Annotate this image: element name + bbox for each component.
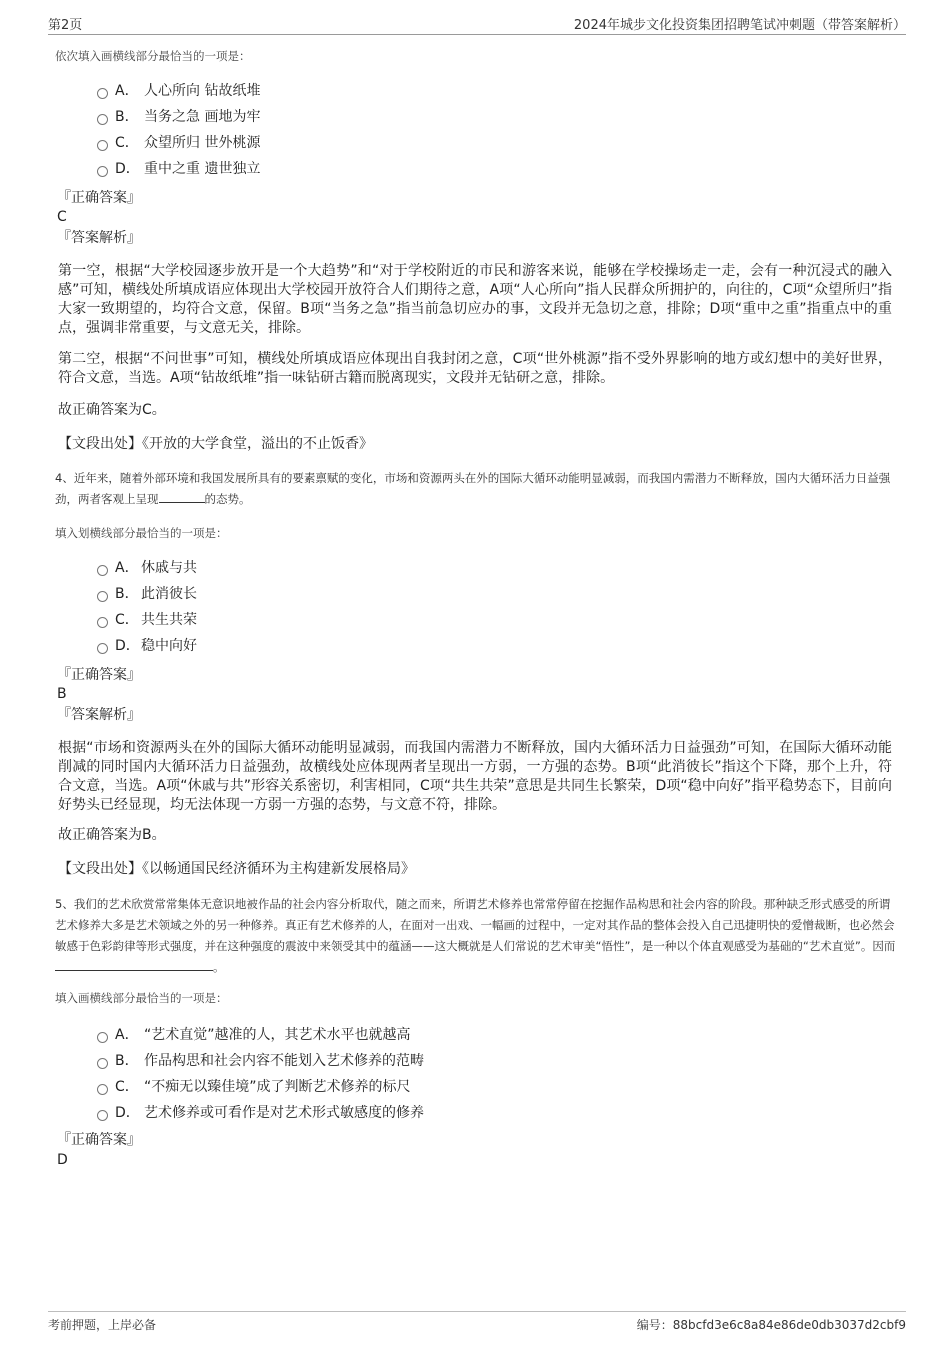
radio-icon[interactable]: [97, 591, 108, 602]
q5-stem: 5、我们的艺术欣赏常常集体无意识地被作品的社会内容分析取代，随之而来，所谓艺术修养也常常停留在挖掘作品构思和社会内容的阶段。那种缺乏形式感受的所谓艺术修养大多是艺术领域之外的另一种修养。真正有艺术修养的人，在面对一出戏、一幅画的过程中，一定对其作品的整体会投入自己迅捷明快的爱憎裁断，也必然会敏感于色彩韵律等形式强度，并在这种强度的震波中来领受其中的蕴涵——这大概就是人们常说的艺术审美“悟性”，是一种以个体直观感受为基础的“艺术直觉”。因而。: [55, 897, 896, 974]
q3-option-d[interactable]: D． 重中之重 遗世独立: [97, 156, 877, 182]
radio-icon[interactable]: [97, 1032, 108, 1043]
q4-option-c[interactable]: C． 共生共荣: [97, 607, 877, 633]
q4-answer-label: 『正确答案』: [57, 667, 141, 683]
q4-option-b[interactable]: B． 此消彼长: [97, 581, 877, 607]
q4-analysis-label: 『答案解析』: [57, 707, 141, 723]
q5-options: [97, 1022, 877, 1126]
q3-analysis-p2: 第二空，根据“不问世事”可知，横线处所填成语应体现出自我封闭之意，C项“世外桃源”指不受外界影响的地方或幻想中的美好世界，符合文意，当选。A项“钻故纸堆”指一味钻研古籍而脱离现实，文段并无钻研之意，排除。: [58, 351, 892, 386]
page-header: [48, 14, 906, 35]
q4-answer: B: [57, 686, 67, 702]
source-title: 《开放的大学食堂，溢出的不止饭香》: [142, 436, 373, 452]
page-number: 第2页: [48, 18, 83, 33]
q3-prompt: 依次填入画横线部分最恰当的一项是：: [55, 49, 251, 63]
q3-options: [97, 78, 877, 182]
radio-icon[interactable]: [97, 1110, 108, 1121]
q3-answer: C: [57, 209, 67, 225]
q5-prompt: 填入画横线部分最恰当的一项是：: [55, 991, 228, 1005]
q5-option-d[interactable]: D． 艺术修养或可看作是对艺术形式敏感度的修养: [97, 1100, 877, 1126]
footer-slogan: 考前押题，上岸必备: [48, 1318, 157, 1332]
q4-source: [58, 860, 892, 879]
radio-icon[interactable]: [97, 88, 108, 99]
q4-stem: 4、近年来，随着外部环境和我国发展所具有的要素禀赋的变化，市场和资源两头在外的国际大循环动能明显减弱，而我国内需潜力不断释放，国内大循环活力日益强劲，两者客观上呈现 的态势。: [55, 471, 891, 506]
q4-option-a[interactable]: A． 休戚与共: [97, 555, 877, 581]
radio-icon[interactable]: [97, 140, 108, 151]
document-title: 2024年城步文化投资集团招聘笔试冲刺题（带答案解析）: [573, 18, 906, 33]
q3-analysis-label: 『答案解析』: [57, 230, 141, 246]
source-label: 【文段出处】: [58, 861, 142, 877]
radio-icon[interactable]: [97, 1058, 108, 1069]
radio-icon[interactable]: [97, 1084, 108, 1095]
source-title: 《以畅通国民经济循环为主构建新发展格局》: [142, 861, 415, 877]
q4-option-d[interactable]: D． 稳中向好: [97, 633, 877, 659]
radio-icon[interactable]: [97, 114, 108, 125]
q3-option-c[interactable]: C． 众望所归 世外桃源: [97, 130, 877, 156]
q4-prompt: 填入划横线部分最恰当的一项是：: [55, 526, 228, 540]
q5-option-c[interactable]: C． “不痴无以臻佳境”成了判断艺术修养的标尺: [97, 1074, 877, 1100]
radio-icon[interactable]: [97, 617, 108, 628]
q4-options: [97, 555, 877, 659]
q3-source: [58, 435, 892, 454]
radio-icon[interactable]: [97, 166, 108, 177]
q5-answer: D: [57, 1152, 68, 1168]
q5-blank: [55, 958, 213, 971]
document-serial: 编号：88bcfd3e6c8a84e86de0db3037d2cbf9: [636, 1318, 906, 1332]
q4-analysis-p1: 根据“市场和资源两头在外的国际大循环动能明显减弱，而我国内需潜力不断释放，国内大循环活力日益强劲”可知，在国际大循环动能削减的同时国内大循环活力日益强劲，故横线处应体现两者呈现出一方弱，一方强的态势。B项“此消彼长”指这个下降，那个上升，符合文意，当选。A项“休戚与共”形容关系密切，利害相同，C项“共生共荣”意思是共同生长繁荣，D项“稳中向好”指平稳势态下，目前向好势头已经显现，均无法体现一方弱一方强的态势，与文意不符，排除。: [58, 740, 892, 813]
q5-option-b[interactable]: B． 作品构思和社会内容不能划入艺术修养的范畴: [97, 1048, 877, 1074]
q5-answer-label: 『正确答案』: [57, 1132, 141, 1148]
page-footer: [48, 1311, 906, 1336]
q3-answer-label: 『正确答案』: [57, 190, 141, 206]
q3-analysis-p1: 第一空，根据“大学校园逐步放开是一个大趋势”和“对于学校附近的市民和游客来说，能够在学校操场走一走，会有一种沉浸式的融入感”可知，横线处所填成语应体现出大学校园开放符合人们期待之意，A项“人心所向”指人民群众所拥护的，向往的，C项“众望所归”指大家一致期望的，均符合文意，保留。B项“当务之急”指当前急切应办的事，文段并无急切之意，排除；D项“重中之重”指重点中的重点，强调非常重要，与文意无关，排除。: [58, 263, 892, 336]
radio-icon[interactable]: [97, 565, 108, 576]
q4-conclusion: 故正确答案为B。: [58, 827, 166, 843]
q3-option-b[interactable]: B． 当务之急 画地为牢: [97, 104, 877, 130]
q3-conclusion: 故正确答案为C。: [58, 402, 166, 418]
q3-option-a[interactable]: A． 人心所向 钻故纸堆: [97, 78, 877, 104]
q5-option-a[interactable]: A． “艺术直觉”越准的人，其艺术水平也就越高: [97, 1022, 877, 1048]
source-label: 【文段出处】: [58, 436, 142, 452]
radio-icon[interactable]: [97, 643, 108, 654]
q4-blank: [159, 490, 205, 503]
